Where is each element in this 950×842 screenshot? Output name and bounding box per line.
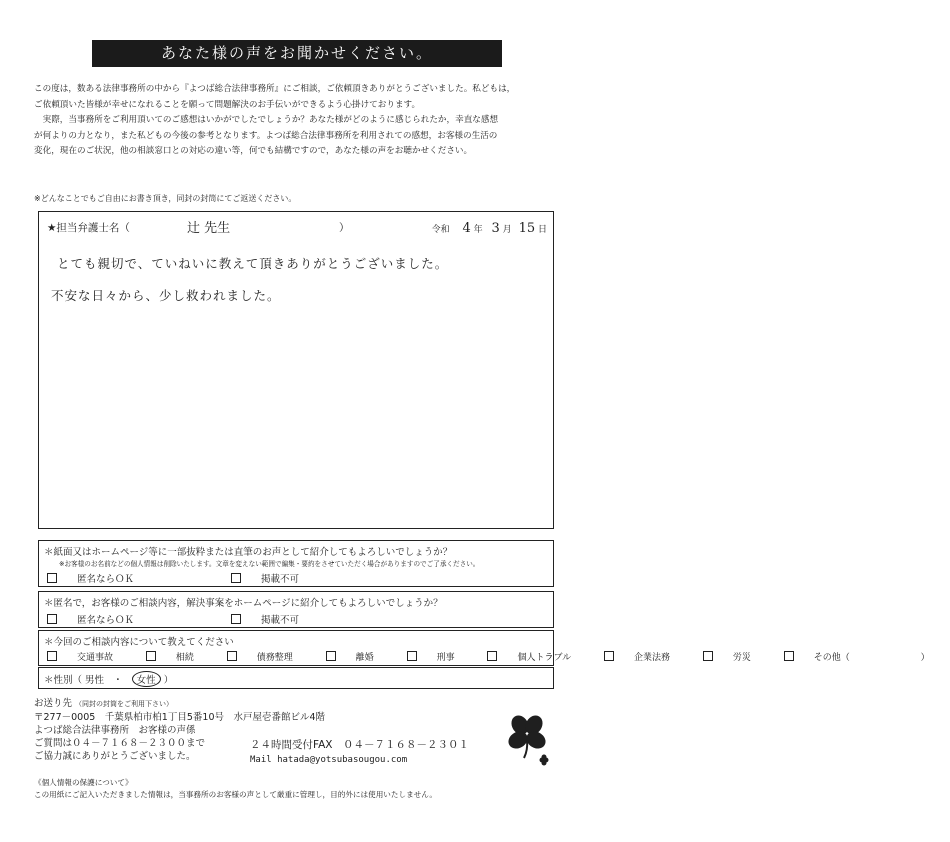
question-phone: ご質問は０４－７１６８－２３００まで <box>34 738 206 749</box>
checkbox-icon[interactable] <box>784 651 794 661</box>
option-label: 債務整理 <box>256 653 293 663</box>
option-divorce[interactable] <box>326 653 394 663</box>
option-label: 労災 <box>732 653 751 663</box>
question-case-publish <box>38 591 554 628</box>
option-criminal[interactable] <box>407 653 475 663</box>
gender-field <box>44 671 173 687</box>
option-label: 相続 <box>175 653 194 663</box>
contact-label: お送り先 <box>34 698 73 709</box>
intro-line: 実際，当事務所をご利用頂いてのご感想はいかがでしたでしょうか？あなた様がどのように感じられたか，幸直な感想 <box>42 115 499 125</box>
checkbox-icon[interactable] <box>47 614 57 624</box>
privacy-body: この用紙にご記入いただきました情報は，当事務所のお客様の声として厳重に管理し，目的外には使用いたしません。 <box>34 790 437 799</box>
checkbox-icon[interactable] <box>146 651 156 661</box>
option-label: 匿名ならＯＫ <box>77 574 135 585</box>
clover-logo-icon <box>498 710 558 774</box>
thanks-text: ご協力誠にありがとうございました。 <box>34 751 196 762</box>
separator: ・ <box>113 675 123 686</box>
option-inheritance[interactable] <box>146 653 214 663</box>
mail-address[interactable]: Mail hatada@yotsubasougou.com <box>250 755 408 765</box>
fax-line: ２４時間受付FAX ０４－７１６８－２３０１ <box>250 739 469 751</box>
option-label: 企業法務 <box>633 653 670 663</box>
checkbox-icon[interactable] <box>47 651 57 661</box>
checkbox-icon[interactable] <box>487 651 497 661</box>
option-debt[interactable] <box>227 653 313 663</box>
option-traffic[interactable] <box>47 653 133 663</box>
option-other-close: ） <box>920 653 930 663</box>
option-corporate[interactable] <box>604 653 690 663</box>
gender-close: ） <box>163 675 174 686</box>
option-female[interactable]: 女性 <box>132 671 161 687</box>
date-field <box>432 221 547 236</box>
month-unit: 月 <box>502 225 512 235</box>
option-personal[interactable] <box>487 653 591 663</box>
checkbox-icon[interactable] <box>407 651 417 661</box>
lawyer-close: ） <box>339 222 350 234</box>
lawyer-name-label <box>47 220 130 235</box>
option-label: 個人トラブル <box>517 653 572 663</box>
checkbox-icon[interactable] <box>703 651 713 661</box>
lawyer-label: ★担当弁護士名（ <box>47 222 130 234</box>
option-male[interactable]: 男性 <box>85 675 105 686</box>
question-gender <box>38 667 554 689</box>
option-label: 掲載不可 <box>261 615 300 626</box>
year-value[interactable]: 4 <box>462 221 471 236</box>
option-label: 掲載不可 <box>261 574 300 585</box>
intro-text <box>34 82 566 160</box>
option-label: その他（ <box>813 653 850 663</box>
option-no-publish[interactable] <box>231 615 319 626</box>
comment-line[interactable]: とても親切で、ていねいに教えて頂きありがとうございました。 <box>57 256 449 271</box>
intro-line: ご依頼頂いた皆様が幸せになれることを願って問題解決のお手伝いができるよう心掛けております。 <box>34 99 421 110</box>
intro-line: この度は，数ある法律事務所の中から『よつば総合法律事務所』にご相談，ご依頼頂きありがとうございました。私どもは， <box>34 84 516 94</box>
checkbox-icon[interactable] <box>231 573 241 583</box>
question-text: ＊今回のご相談内容について教えてください <box>44 637 234 648</box>
lawyer-name-value[interactable]: 辻 先生 <box>187 221 231 236</box>
month-value[interactable]: 3 <box>491 221 500 236</box>
question-publish <box>38 540 554 587</box>
option-labor[interactable] <box>703 653 771 663</box>
privacy-title: 《個人情報の保護について》 <box>34 778 133 787</box>
postal-address: 〒277－0005 千葉県柏市柏1丁目5番10号 水戸屋壱番館ビル4階 <box>34 712 326 723</box>
comment-box[interactable] <box>38 211 554 529</box>
option-anonymous-ok[interactable] <box>47 615 154 626</box>
option-other[interactable] <box>784 653 870 663</box>
checkbox-icon[interactable] <box>326 651 336 661</box>
checkbox-icon[interactable] <box>604 651 614 661</box>
privacy-notice <box>34 777 437 801</box>
option-anonymous-ok[interactable] <box>47 574 154 585</box>
question-text: ＊性別（ <box>44 675 83 686</box>
question-text: ＊紙面又はホームページ等に一部抜粋または直筆のお声として紹介してもよろしいでしょうか？ <box>44 547 453 558</box>
question-consultation-type <box>38 630 930 666</box>
checkbox-icon[interactable] <box>227 651 237 661</box>
option-label: 匿名ならＯＫ <box>77 615 135 626</box>
option-label: 交通事故 <box>77 653 114 663</box>
year-unit: 年 <box>473 225 483 235</box>
option-label: 刑事 <box>436 653 455 663</box>
fax-mail <box>250 738 469 768</box>
page-title: あなた様の声をお聞かせください。 <box>92 40 502 67</box>
intro-line: 変化，現在のご状況，他の相談窓口との対応の違い等，何でも結構ですので，あなた様の声をお聴かせください。 <box>34 146 473 156</box>
office-name: よつば総合法律事務所 お客様の声係 <box>34 725 196 736</box>
option-no-publish[interactable] <box>231 574 319 585</box>
day-value[interactable]: 15 <box>518 221 536 236</box>
checkbox-icon[interactable] <box>47 573 57 583</box>
question-text: ＊匿名で，お客様のご相談内容，解決事案をホームページに紹介してもよろしいでしょうか？ <box>44 598 443 609</box>
intro-line: が何よりの力となり，また私どもの今後の参考となります。よつば総合法律事務所を利用されての感想，お客様の生活の <box>34 130 498 141</box>
question-subnote: ※お客様のお名前などの個人情報は削除いたします。文章を変えない範囲で編集・要約をさせていただく場合がありますのでご了承ください。 <box>59 560 480 568</box>
option-label: 離婚 <box>355 653 374 663</box>
instruction-note: ※どんなことでもご自由にお書き頂き，同封の封筒にてご返送ください。 <box>34 194 297 203</box>
contact-label-note: （同封の封筒をご利用下さい） <box>75 700 174 708</box>
comment-line[interactable]: 不安な日々から、少し救われました。 <box>51 288 281 303</box>
era-label: 令和 <box>431 225 450 235</box>
day-unit: 日 <box>537 225 547 235</box>
checkbox-icon[interactable] <box>231 614 241 624</box>
